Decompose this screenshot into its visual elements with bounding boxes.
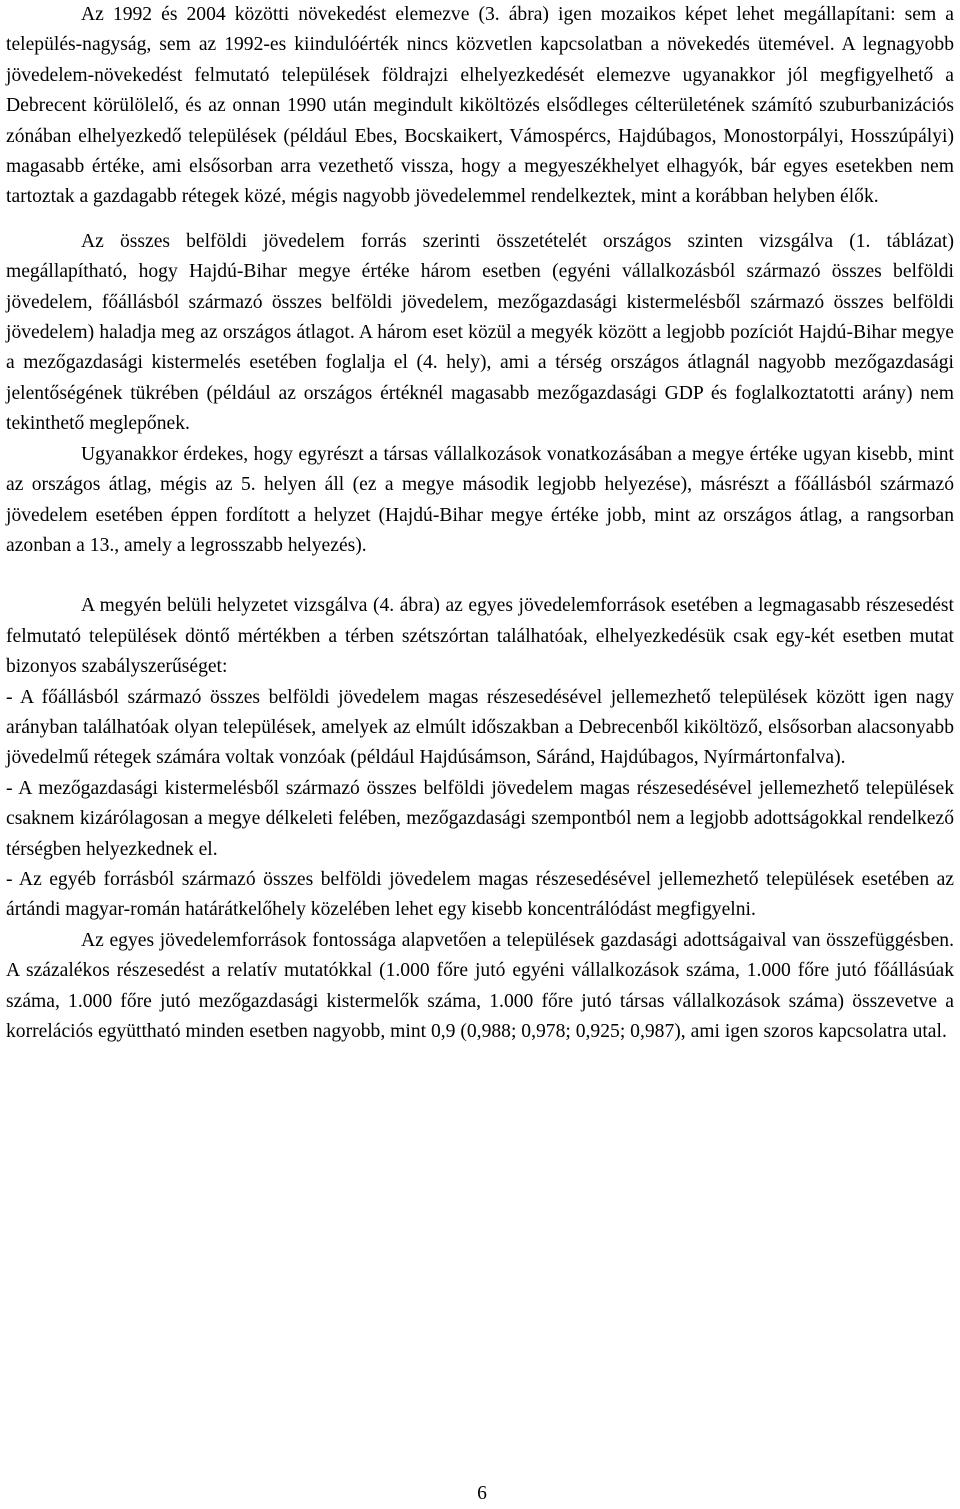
list-item-other-sources: - Az egyéb forrásból származó összes belföldi jövedelem magas részesedésével jellemezhető települések esetében az ártándi magyar-román határátkelőhely közelében lehet egy kisebb koncentrálódást megfigyelni. [6,868,954,921]
page-number: 6 [477,1483,487,1504]
list-item-agricultural: - A mezőgazdasági kistermelésből származó összes belföldi jövedelem magas részesedésével jellemezhető települések csaknem kizárólagosan a megye délkeleti felében, mezőgazdasági szempontból nem a legjobb adottságokkal rendelkező térségben helyezkednek el. [6,777,954,860]
paragraph-income-growth: Az 1992 és 2004 közötti növekedést elemezve (3. ábra) igen mozaikos képet lehet megállapítani: sem a település-nagyság, sem az 1992-es kiindulóérték nincs közvetlen kapcsolatban a növekedés ütemével. A legnagyobb jövedelem-növekedést felmutató települések földrajzi elhelyezkedését elemezve ugyanakkor jól megfigyelhető a Debrecent körülölelő, és az onnan 1990 után megindult kiköltözés elsődleges célterületének számító szuburbanizációs zónában elhelyezkedő települések (például Ebes, Bocskaikert, Vámospércs, Hajdúbagos, Monostorpályi, Hosszúpályi) magasabb értéke, ami elsősorban arra vezethető vissza, hogy a megyeszékhelyet elhagyók, bár egyes esetekben nem tartoztak a gazdagabb rétegek közé, mégis nagyobb jövedelemmel rendelkeztek, mint a korábban helyben élők. [6,4,954,208]
paragraph-correlation: Az egyes jövedelemforrások fontossága alapvetően a települések gazdasági adottságaival van összefüggésben. A százalékos részesedést a relatív mutatókkal (1.000 főre jutó egyéni vállalkozások száma, 1.000 főre jutó főállásúak száma, 1.000 főre jutó mezőgazdasági kistermelők száma, 1.000 főre jutó társas vállalkozások száma) összevetve a korrelációs együttható minden esetben nagyobb, mint 0,9 (0,988; 0,978; 0,925; 0,987), ami igen szoros kapcsolatra utal. [6,929,954,1042]
paragraph-county-internal: A megyén belüli helyzetet vizsgálva (4. ábra) az egyes jövedelemforrások esetében a legmagasabb részesedést felmutató települések döntő mértékben a térben szétszórtan találhatóak, elhelyezkedésük csak egy-két esetben mutat bizonyos szabályszerűséget: [6,595,954,678]
paragraph-income-sources-national: Az összes belföldi jövedelem forrás szerinti összetételét országos szinten vizsgálva (1. táblázat) megállapítható, hogy Hajdú-Bihar megye értéke három esetben (egyéni vállalkozásból származó összes belföldi jövedelem, főállásból származó összes belföldi jövedelem, mezőgazdasági kistermelésből származó összes belföldi jövedelem) haladja meg az országos átlagot. A három eset közül a megyék között a legjobb pozíciót Hajdú-Bihar megye a mezőgazdasági kistermelés esetében foglalja el (4. hely), ami a térség országos átlagnál nagyobb mezőgazdasági jelentőségének tükrében (például az országos értéknél magasabb mezőgazdasági GDP és foglalkoztatotti arány) nem tekinthető meglepőnek. [6,230,954,435]
document-page [6,0,954,1047]
list-item-main-employment: - A főállásból származó összes belföldi jövedelem magas részesedésével jellemezhető települések között igen nagy arányban találhatóak olyan települések, amelyek az elmúlt időszakban a Debrecenből kiköltöző, elsősorban alacsonyabb jövedelmű rétegek számára voltak vonzóak (például Hajdúsámson, Sáránd, Hajdúbagos, Nyírmártonfalva). [6,686,954,769]
paragraph-partnerships: Ugyanakkor érdekes, hogy egyrészt a társas vállalkozások vonatkozásában a megye értéke ugyan kisebb, mint az országos átlag, mégis az 5. helyen áll (ez a megye második legjobb helyezése), másrészt a főállásból származó jövedelem esetében éppen fordított a helyzet (Hajdú-Bihar megye értéke jobb, mint az országos átlag, a rangsorban azonban a 13., amely a legrosszabb helyezés). [6,443,954,556]
